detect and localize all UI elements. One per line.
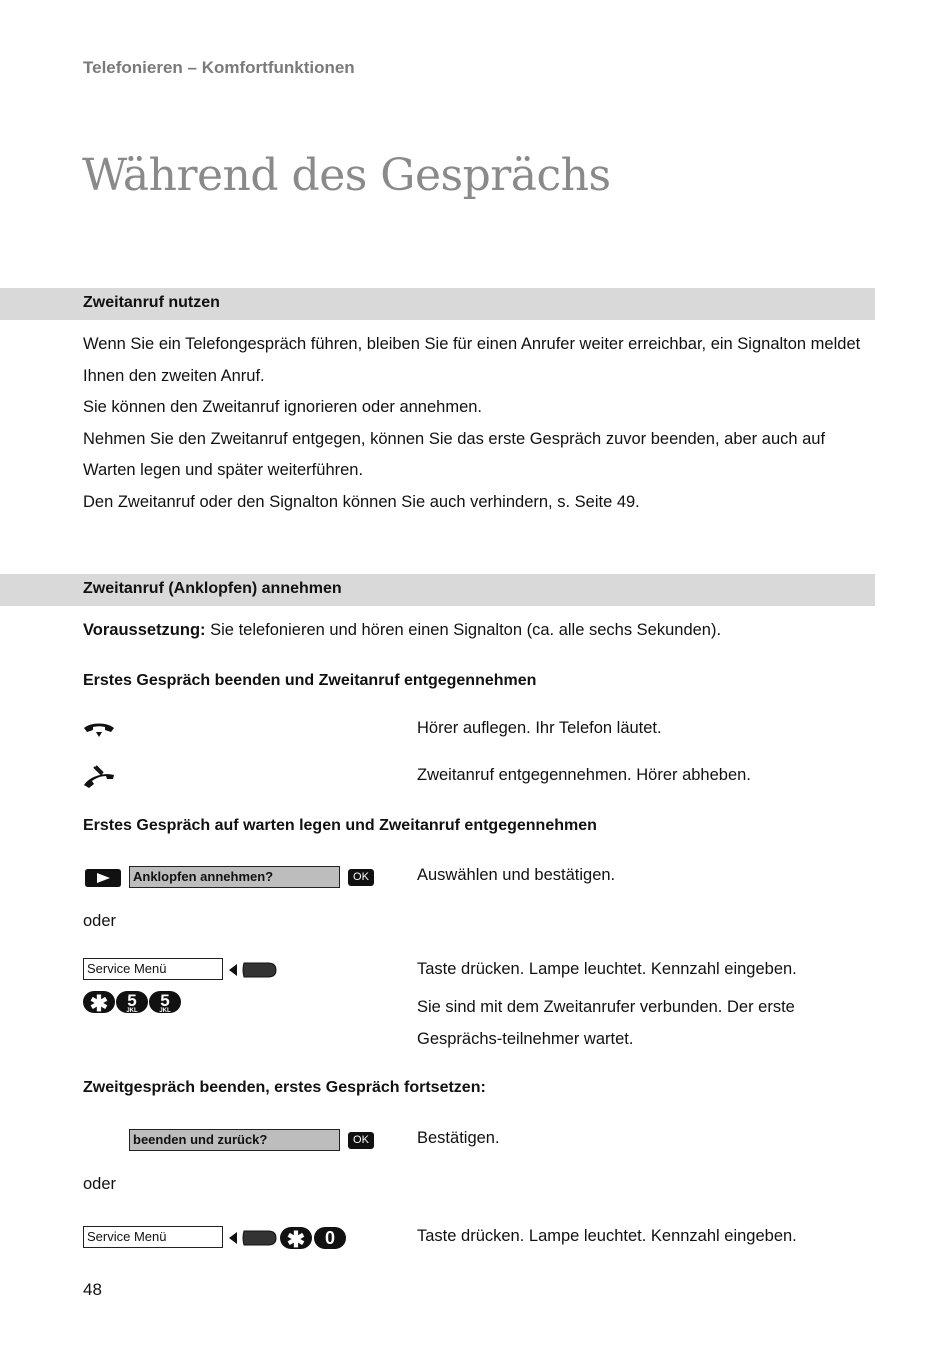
handset-up-icon <box>83 765 115 789</box>
running-head: Telefonieren – Komfortfunktionen <box>83 58 355 77</box>
service-menu-key[interactable]: Service Menü <box>83 958 223 980</box>
service-menu-key[interactable]: Service Menü <box>83 1226 223 1248</box>
paragraph: Nehmen Sie den Zweitanruf entgegen, können Sie das erste Gespräch zuvor beenden, aber auch auf Warten legen und später weiterführen. <box>83 429 826 480</box>
prerequisite <box>83 615 878 647</box>
star-key[interactable] <box>280 1227 312 1252</box>
digit: 5 <box>160 991 170 1010</box>
letters: JKL <box>159 1008 171 1014</box>
paragraph: Den Zweitanruf oder den Signalton können Sie auch verhindern, s. Seite 49. <box>83 492 640 511</box>
step-description: Zweitanruf entgegennehmen. Hörer abheben. <box>417 766 751 784</box>
ok-button[interactable]: OK <box>348 869 374 886</box>
page-number: 48 <box>83 1280 102 1299</box>
paragraph: Sie können den Zweitanruf ignorieren oder annehmen. <box>83 398 483 417</box>
step-description: Bestätigen. <box>417 1129 500 1147</box>
step-description: Sie sind mit dem Zweitanrufer verbunden. Der erste Gesprächs-teilnehmer wartet. <box>417 998 795 1048</box>
oder-label: oder <box>83 1175 117 1193</box>
prerequisite-text: Sie telefonieren und hören einen Signalton (ca. alle sechs Sekunden). <box>205 621 722 639</box>
step-description: Taste drücken. Lampe leuchtet. Kennzahl eingeben. <box>417 960 797 978</box>
handset-down-icon <box>83 723 115 739</box>
ok-button[interactable]: OK <box>348 1132 374 1149</box>
step-description: Auswählen und bestätigen. <box>417 866 616 884</box>
digit: 5 <box>127 991 137 1010</box>
star-key[interactable] <box>83 991 115 1016</box>
section-body <box>83 329 878 519</box>
subheading: Zweitgespräch beenden, erstes Gespräch fortsetzen: <box>83 1079 486 1096</box>
step-description: Hörer auflegen. Ihr Telefon läutet. <box>417 719 662 737</box>
section-heading: Zweitanruf (Anklopfen) annehmen <box>83 580 342 597</box>
digit: 0 <box>324 1228 335 1248</box>
step-description: Taste drücken. Lampe leuchtet. Kennzahl eingeben. <box>417 1227 797 1245</box>
lamp-key-icon[interactable] <box>228 961 278 979</box>
star-key-symbol: ✱ <box>286 1227 306 1252</box>
star-key-symbol: ✱ <box>89 991 109 1016</box>
digit-key-5[interactable] <box>149 991 181 1013</box>
display-prompt: beenden und zurück? <box>129 1129 340 1151</box>
paragraph: Wenn Sie ein Telefongespräch führen, bleiben Sie für einen Anrufer weiter erreichbar, ein Signalton meldet Ihnen den zweiten Anruf. <box>83 335 861 385</box>
lamp-key-icon[interactable] <box>228 1229 278 1247</box>
section-heading-bar <box>0 288 875 320</box>
digit-key-0[interactable] <box>314 1227 346 1249</box>
section-heading: Zweitanruf nutzen <box>83 294 220 311</box>
nav-arrow-icon[interactable] <box>84 868 122 888</box>
subheading: Erstes Gespräch auf warten legen und Zweitanruf entgegennehmen <box>83 817 597 834</box>
prerequisite-label: Voraussetzung: <box>83 621 206 639</box>
display-prompt: Anklopfen annehmen? <box>129 866 340 888</box>
section-heading-bar <box>0 574 875 606</box>
page-title: Während des Gesprächs <box>82 150 611 201</box>
letters: JKL <box>126 1008 138 1014</box>
digit-key-5[interactable] <box>116 991 148 1013</box>
subheading: Erstes Gespräch beenden und Zweitanruf entgegennehmen <box>83 672 537 689</box>
oder-label: oder <box>83 912 117 930</box>
